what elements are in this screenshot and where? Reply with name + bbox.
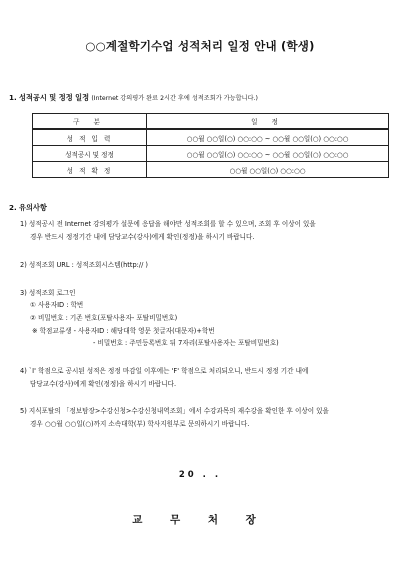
section2-number: 2. (9, 203, 17, 212)
item2-url: 2) 성적조회 URL : 성적조회시스템(http:// ) (20, 261, 148, 269)
row-period: ○○월 ○○일(○) ○○:○○ ~ ○○월 ○○일(○) ○○:○○ (147, 129, 389, 146)
section1-note: (Internet 강의평가 완료 2시간 후에 성적조회가 가능합니다.) (91, 95, 258, 102)
table-row (33, 146, 389, 162)
row-period: ○○월 ○○일(○) ○○:○○ (147, 162, 389, 178)
table-row (33, 129, 389, 146)
item3-sub1: ① 사용자ID : 학번 (30, 301, 84, 309)
section2-title: 유의사항 (19, 203, 47, 212)
table-row (33, 162, 389, 178)
item3-line1: 3) 성적조회 로그인 (20, 289, 76, 297)
item5-line1: 5) 지식포탈의 「정보탐장>수강신청>수강신청내역조회」에서 수강과목의 재수강을 확인한 후 이상이 있을 (20, 407, 329, 415)
section2-heading (9, 203, 47, 213)
header-category: 구 분 (33, 114, 147, 130)
header-schedule: 일 정 (147, 114, 389, 130)
date-line: 20 . . (178, 470, 222, 480)
issuing-office: 교 무 처 장 (132, 514, 268, 526)
row-period: ○○월 ○○일(○) ○○:○○ ~ ○○월 ○○일(○) ○○:○○ (147, 146, 389, 162)
schedule-table (32, 113, 389, 178)
item3-sub3: ※ 학점교류생 - 사용자ID : 해당대학 영문 첫글자(대문자)+학번 (32, 327, 215, 335)
row-label: 성 적 확 정 (33, 162, 147, 178)
row-label: 성적공시 및 정정 (33, 146, 147, 162)
section1-title: 성적공시 및 정정 일정 (19, 93, 90, 102)
item5-line2: 경우 ○○월 ○○일(○)까지 소속대학(부) 학사지원부로 문의하시기 바랍니다. (30, 420, 250, 428)
table-header-row (33, 114, 389, 130)
item4-line1: 4) `I' 학점으로 공시된 성적은 정정 마감일 이후에는 'F' 학점으로 처리되오니, 반드시 정정 기간 내에 (20, 367, 309, 375)
section1-heading (9, 93, 258, 103)
item4-line2: 담당교수(강사)에게 확인(정정)을 하시기 바랍니다. (30, 380, 177, 388)
item3-sub2: ② 비밀번호 : 기존 번호(포탈사용자- 포탈비밀번호) (30, 314, 178, 322)
section1-number: 1. (9, 93, 17, 102)
item1-line2: 경우 반드시 정정기간 내에 담당교수(강사)에게 확인(정정)을 하시기 바랍니다. (30, 233, 255, 241)
document-title: ○○계절학기수업 성적처리 일정 안내 (학생) (85, 39, 315, 53)
item3-sub4: - 비밀번호 : 주민등록번호 뒤 7자리(포탈사용자는 포탈비밀번호) (93, 339, 279, 347)
row-label: 성 적 입 력 (33, 129, 147, 146)
item1-line1: 1) 성적공시 전 Internet 강의평가 설문에 응답을 해야만 성적조회를 할 수 있으며, 조회 후 이상이 있을 (20, 220, 316, 228)
